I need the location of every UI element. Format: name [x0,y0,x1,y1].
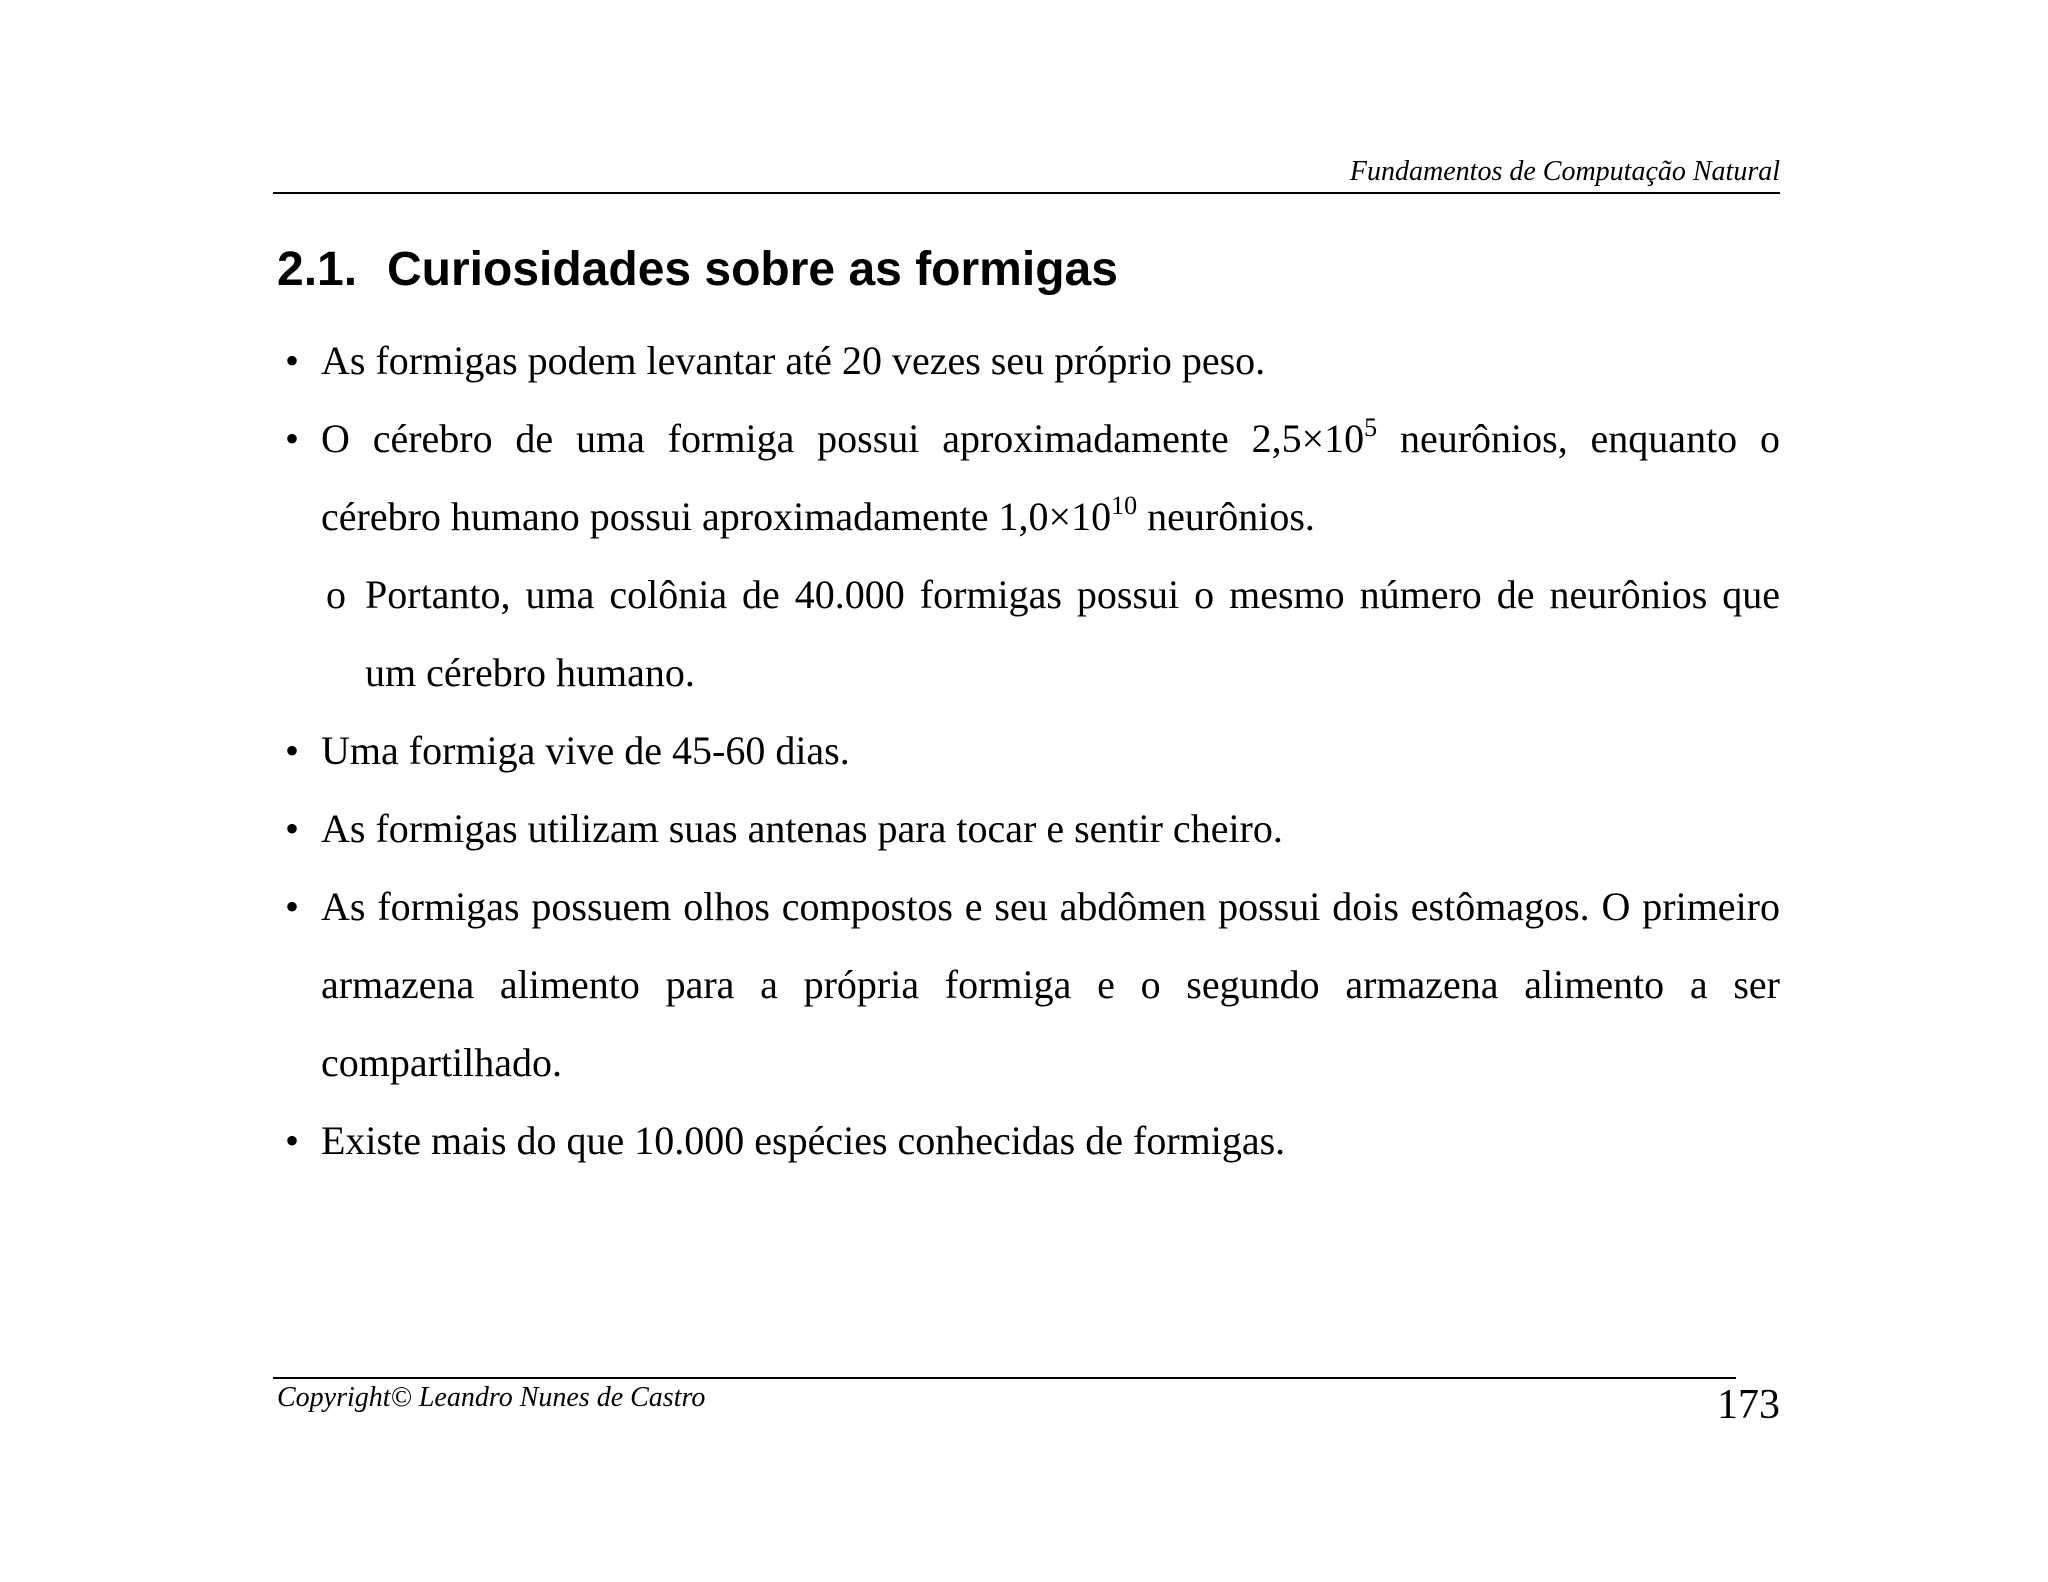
sub-list-item-text: Portanto, uma colônia de 40.000 formigas possui o mesmo número de neurônios que um cérebro humano. [365,572,1780,695]
list-item-text: As formigas possuem olhos compostos e seu abdômen possui dois estômagos. O primeiro armazena alimento para a própria formiga e o segundo armazena alimento a ser compartilhado. [321,884,1780,1085]
list-item-text: Uma formiga vive de 45-60 dias. [321,728,850,773]
list-item [277,790,1780,868]
list-item [277,868,1780,1102]
list-item-text: As formigas podem levantar até 20 vezes seu próprio peso. [321,338,1266,383]
list-item-text-part: O cérebro de uma formiga possui aproximadamente 2,5×10 [321,416,1365,461]
bullet-marker: • [284,728,299,773]
bullet-marker: • [284,884,299,929]
bullet-marker: • [284,416,299,461]
bullet-list [277,322,1780,1180]
bullet-marker: • [284,338,299,383]
sub-list [321,556,1780,712]
section-heading [277,238,1118,302]
section-number: 2.1. [277,243,358,296]
footer-copyright: Copyright© Leandro Nunes de Castro [277,1382,706,1413]
exponent: 5 [1364,413,1378,442]
running-header: Fundamentos de Computação Natural [1349,156,1780,187]
list-item [277,400,1780,712]
bullet-marker: • [284,1118,299,1163]
section-title: Curiosidades sobre as formigas [387,243,1118,296]
list-item [277,712,1780,790]
list-item [277,1102,1780,1180]
list-item-text: Existe mais do que 10.000 espécies conhecidas de formigas. [321,1118,1286,1163]
list-item-text: As formigas utilizam suas antenas para tocar e sentir cheiro. [321,806,1283,851]
sub-list-item [321,556,1780,712]
list-item-text-part: neurônios, enquanto o cérebro humano possui aproximadamente 1,0×10 [321,416,1781,539]
exponent: 10 [1111,491,1138,520]
bullet-marker: • [284,806,299,851]
footer-rule [273,1377,1736,1379]
sub-bullet-marker: o [326,572,346,617]
page-number: 173 [1717,1382,1780,1428]
list-item [277,322,1780,400]
list-item-text-part: neurônios. [1137,494,1315,539]
header-rule [273,192,1780,194]
